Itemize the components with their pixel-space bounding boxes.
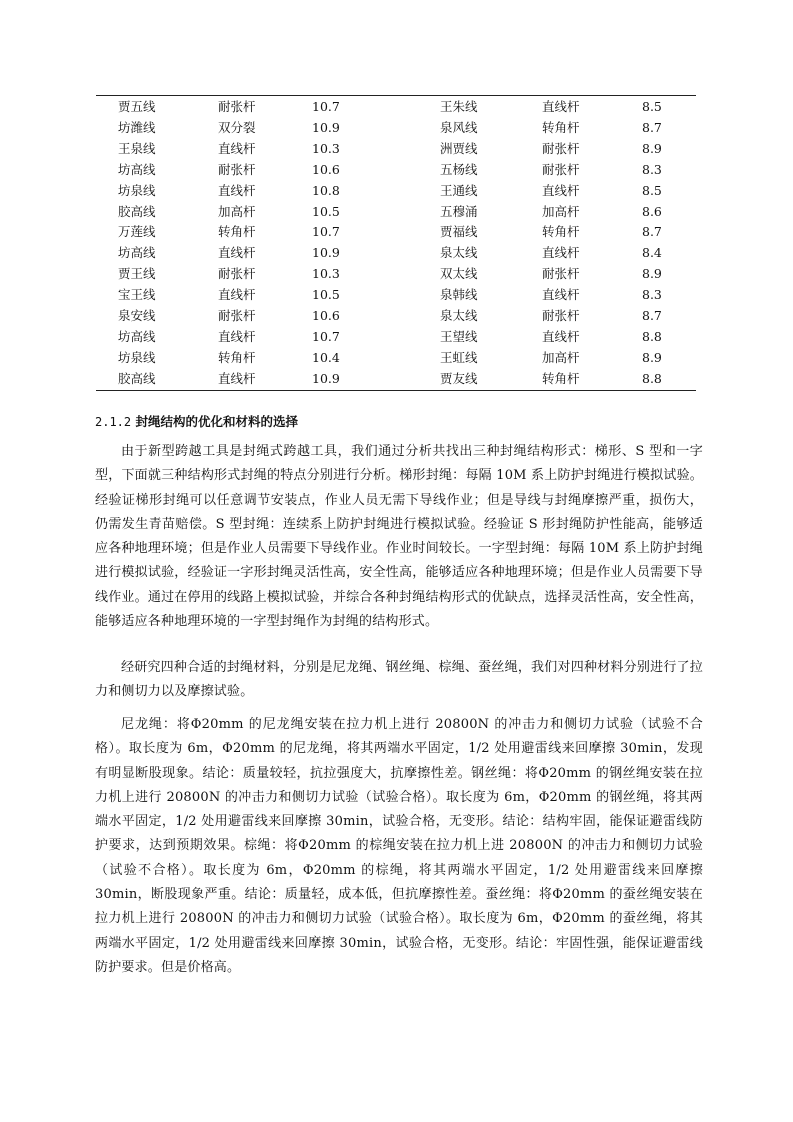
- table-row: [96, 348, 696, 369]
- table-cell: 10.5: [312, 203, 340, 219]
- table-cell: 8.7: [642, 119, 662, 135]
- table-cell: 贾王线: [118, 266, 156, 282]
- section-number: 2.1.2: [95, 415, 132, 429]
- table-cell: 8.9: [642, 349, 662, 365]
- table-cell: 10.6: [312, 161, 340, 177]
- table-cell: 双太线: [440, 266, 478, 282]
- table-cell: 坊潍线: [118, 119, 156, 135]
- table-cell: 8.4: [642, 245, 662, 261]
- table-cell: 双分裂: [218, 119, 256, 135]
- table-cell: 8.3: [642, 161, 662, 177]
- table-cell: 直线杆: [542, 99, 580, 114]
- table-cell: 泉太线: [440, 245, 478, 261]
- table-row: [96, 181, 696, 202]
- table-cell: 王望线: [440, 328, 478, 344]
- table-cell: 直线杆: [542, 328, 580, 344]
- table-cell: 直线杆: [218, 287, 256, 303]
- table-cell: 加高杆: [542, 203, 580, 219]
- table-cell: 耐张杆: [218, 99, 256, 114]
- table-cell: 10.6: [312, 308, 340, 324]
- table-cell: 耐张杆: [542, 266, 580, 282]
- table-cell: 10.5: [312, 287, 340, 303]
- paragraph-structure-analysis: 由于新型跨越工具是封绳式跨越工具，我们通过分析共找出三种封绳结构形式：梯形、S 型和一字型，下面就三种结构形式封绳的特点分别进行分析。梯形封绳：每隔 10M 系上防护封绳进行模拟试验。经验证梯形封绳可以任意调节安装点，作业人员无需下导线作业；但是导线与封绳摩擦严重，损伤大， 仍需发生青苗赔偿。S 型封绳：连续系上防护封绳进行模拟试验。经验证 S 形封绳防护性能高，能够适应各种地理环境；但是作业人员需要下导线作业。作业时间较长。一字型封绳：每隔 10M 系上防护封绳进行模拟试验，经验证一字形封绳灵活性高，安全性高，能够适应各种地理环境；但是作业人员需要下导线作业。通过在停用的线路上模拟试验，并综合各种封绳结构形式的优缺点，选择灵活性高，安全性高，能够适应各种地理环境的一字型封绳作为封绳的结构形式。: [95, 444, 703, 630]
- table-cell: 坊泉线: [118, 349, 156, 365]
- table-cell: 胶高线: [118, 370, 156, 386]
- table-cell: 10.7: [312, 224, 340, 240]
- table-cell: 直线杆: [542, 182, 580, 198]
- table-cell: 10.9: [312, 119, 340, 135]
- table-row: [96, 96, 696, 118]
- table-cell: 坊高线: [118, 245, 156, 261]
- table-cell: 万莲线: [118, 224, 156, 240]
- table-cell: 转角杆: [542, 119, 580, 135]
- table-cell: 直线杆: [542, 245, 580, 261]
- table-cell: 10.4: [312, 349, 340, 365]
- table-cell: 五杨线: [440, 161, 478, 177]
- section-heading: [95, 412, 298, 430]
- table-cell: 直线杆: [542, 287, 580, 303]
- table-row: [96, 243, 696, 264]
- table-cell: 8.9: [642, 266, 662, 282]
- table-cell: 耐张杆: [218, 308, 256, 324]
- line-data-table: [96, 95, 696, 391]
- table-row: [96, 160, 696, 181]
- table-cell: 8.8: [642, 328, 662, 344]
- table-cell: 胶高线: [118, 203, 156, 219]
- table-row: [96, 306, 696, 327]
- table-cell: 10.9: [312, 245, 340, 261]
- section-title: 封绳结构的优化和材料的选择: [135, 414, 298, 429]
- paragraph-materials-intro: 经研究四种合适的封绳材料，分别是尼龙绳、钢丝绳、棕绳、蚕丝绳，我们对四种材料分别进行了拉力和侧切力以及摩擦试验。: [95, 660, 703, 700]
- table-cell: 耐张杆: [542, 161, 580, 177]
- table-cell: 王泉线: [118, 140, 156, 156]
- table-cell: 转角杆: [542, 370, 580, 386]
- table-row: [96, 264, 696, 285]
- table-cell: 耐张杆: [218, 161, 256, 177]
- table-cell: 坊高线: [118, 161, 156, 177]
- table-cell: 坊高线: [118, 328, 156, 344]
- table-cell: 直线杆: [218, 370, 256, 386]
- table-cell: 10.3: [312, 140, 340, 156]
- table-cell: 直线杆: [218, 182, 256, 198]
- table-row: [96, 369, 696, 390]
- table-cell: 10.9: [312, 370, 340, 386]
- table-row: [96, 285, 696, 306]
- table-cell: 10.8: [312, 182, 340, 198]
- table-cell: 10.7: [312, 328, 340, 344]
- table-cell: 泉太线: [440, 308, 478, 324]
- table-cell: 宝王线: [118, 287, 156, 303]
- table-body: [96, 96, 696, 391]
- table-row: [96, 222, 696, 243]
- table-cell: 王虹线: [440, 349, 478, 365]
- table-cell: 转角杆: [542, 224, 580, 240]
- table-cell: 贾福线: [440, 224, 478, 240]
- table-cell: 直线杆: [218, 245, 256, 261]
- table-cell: 直线杆: [218, 328, 256, 344]
- table-cell: 10.7: [312, 99, 340, 114]
- table-cell: 8.5: [642, 182, 662, 198]
- table-cell: 转角杆: [218, 224, 256, 240]
- table-cell: 坊泉线: [118, 182, 156, 198]
- table-cell: 泉安线: [118, 308, 156, 324]
- table-cell: 贾友线: [440, 370, 478, 386]
- table-cell: 加高杆: [218, 203, 256, 219]
- table-row: [96, 139, 696, 160]
- table-cell: 耐张杆: [218, 266, 256, 282]
- table-row: [96, 327, 696, 348]
- table-cell: 王通线: [440, 182, 478, 198]
- table-cell: 贾五线: [118, 99, 156, 114]
- table-cell: 加高杆: [542, 349, 580, 365]
- table-row: [96, 118, 696, 139]
- table-cell: 8.9: [642, 140, 662, 156]
- table-cell: 直线杆: [218, 140, 256, 156]
- table-cell: 转角杆: [218, 349, 256, 365]
- table-cell: 8.3: [642, 287, 662, 303]
- table-cell: 8.8: [642, 370, 662, 386]
- table-cell: 洲贾线: [440, 140, 478, 156]
- table-cell: 8.7: [642, 224, 662, 240]
- table-cell: 泉韩线: [440, 287, 478, 303]
- table-cell: 8.5: [642, 99, 662, 114]
- table-cell: 五穆涌: [440, 203, 478, 219]
- table-cell: 耐张杆: [542, 140, 580, 156]
- table-cell: 10.3: [312, 266, 340, 282]
- table-cell: 8.7: [642, 308, 662, 324]
- table-cell: 8.6: [642, 203, 662, 219]
- table-row: [96, 202, 696, 223]
- table-cell: 耐张杆: [542, 308, 580, 324]
- paragraph-material-tests: 尼龙绳：将Φ20mm 的尼龙绳安装在拉力机上进行 20800N 的冲击力和侧切力试验（试验不合格）。取长度为 6m，Φ20mm 的尼龙绳，将其两端水平固定，1/2 处用避雷线来回摩擦 30min，发现有明显断股现象。结论：质量较轻，抗拉强度大，抗摩擦性差。钢丝绳：将Φ20mm 的钢丝绳安装在拉力机上进行 20800N 的冲击力和侧切力试验（试验合格）。取长度为 6m，Φ20mm 的钢丝绳，将其两端水平固定，1/2 处用避雷线来回摩擦 30min，试验合格，无变形。结论：结构牢固，能保证避雷线防护要求，达到预期效果。棕绳：将Φ20mm 的棕绳安装在拉力机上进 20800N 的冲击力和侧切力试验（试验不合格）。取长度为 6m，Φ20mm 的棕绳，将其两端水平固定，1/2 处用避雷线来回摩擦 30min，断股现象严重。结论：质量轻，成本低，但抗摩擦性差。蚕丝绳：将Φ20mm 的蚕丝绳安装在拉力机上进行 20800N 的冲击力和侧切力试验（试验合格）。取长度为 6m，Φ20mm 的蚕丝绳，将其两端水平固定，1/2 处用避雷线来回摩擦 30min，试验合格，无变形。结论：牢固性强，能保证避雷线防护要求。但是价格高。: [95, 717, 703, 975]
- table-cell: 泉风线: [440, 119, 478, 135]
- table-cell: 王朱线: [440, 99, 478, 114]
